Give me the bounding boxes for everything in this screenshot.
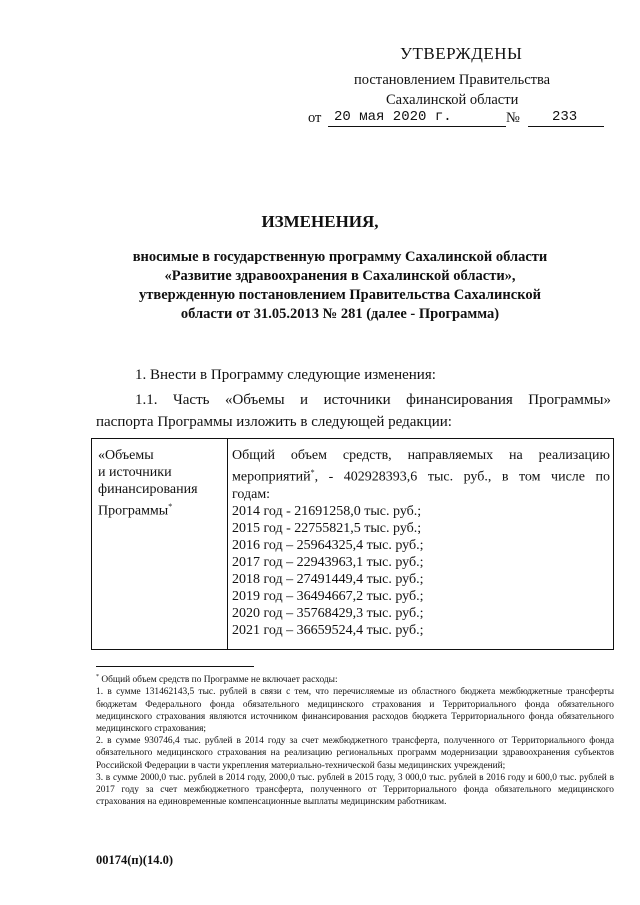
document-title: ИЗМЕНЕНИЯ,: [261, 212, 379, 231]
footnote-mark: *: [310, 468, 315, 477]
year-row: 2015 год - 22755821,5 тыс. руб.;: [232, 520, 422, 536]
left-cell-line: финансирования: [98, 482, 198, 497]
footnotes: [96, 671, 614, 808]
subtitle-line: вносимые в государственную программу Сахалинской области: [132, 249, 548, 265]
footnote-intro: [96, 671, 614, 686]
date-value: 20 мая 2020 г.: [334, 109, 452, 125]
year-row: 2014 год - 21691258,0 тыс. руб.;: [232, 503, 422, 519]
subtitle-line: области от 31.05.2013 № 281 (далее - Программа): [180, 306, 500, 322]
number-sign: №: [506, 110, 520, 126]
resolution-line: постановлением Правительства: [354, 72, 551, 88]
table-divider: [227, 439, 228, 649]
table-right-cell: [232, 447, 610, 639]
footnote-mark: *: [168, 502, 173, 511]
funding-table: [91, 438, 614, 650]
year-row: 2020 год – 35768429,3 тыс. руб.;: [232, 605, 424, 621]
year-row: 2021 год – 36659524,4 тыс. руб.;: [232, 622, 424, 638]
subtitle-line: «Развитие здравоохранения в Сахалинской области»,: [164, 268, 516, 284]
year-row: 2017 год – 22943963,1 тыс. руб.;: [232, 554, 424, 570]
left-cell-line: Программы: [98, 503, 169, 519]
document-subtitle: [120, 248, 560, 324]
left-cell-line: «Объемы: [98, 448, 154, 463]
right-intro-line: годам:: [232, 486, 271, 502]
footnote-mark: *: [96, 674, 99, 680]
left-cell-line: и источники: [98, 465, 172, 480]
right-intro-line2: [232, 464, 610, 486]
year-row: 2018 год – 27491449,4 тыс. руб.;: [232, 571, 424, 587]
subtitle-line: утвержденную постановлением Правительства Сахалинской: [139, 287, 541, 303]
paragraph-1-1-line2: паспорта Программы изложить в следующей редакции:: [96, 414, 452, 430]
date-prefix: от: [308, 110, 322, 126]
paragraph-1: 1. Внести в Программу следующие изменения:: [135, 367, 436, 383]
year-row: 2019 год – 36494667,2 тыс. руб.;: [232, 588, 424, 604]
footnote-item: 1. в сумме 131462143,5 тыс. рублей в связи с тем, что перечисляемые из областного бюджета межбюджетные трансферты бюджетам Федерального фонда обязательного медицинского страхования и Территориального фонда обязательного медицинского страхования являются источником финансирования расходов бюджета Территориального фонда обязательного медицинского страхования;: [96, 687, 614, 734]
date-field: [328, 110, 506, 127]
resolution-date-row: [308, 110, 608, 128]
right-intro-line: Общий объем средств, направляемых на реализацию: [232, 448, 610, 463]
approved-heading: УТВЕРЖДЕНЫ: [400, 44, 523, 63]
paragraph-1-1-line1: 1.1. Часть «Объемы и источники финансирования Программы»: [135, 392, 611, 408]
region-line: Сахалинской области: [386, 92, 519, 108]
document-code: 00174(п)(14.0): [96, 853, 173, 867]
intro-text: мероприятий: [232, 469, 311, 485]
table-left-cell: [98, 447, 198, 520]
footnote-separator: [96, 666, 254, 667]
footnote-item: 3. в сумме 2000,0 тыс. рублей в 2014 году, 2000,0 тыс. рублей в 2015 году, 3 000,0 тыс. рублей в 2016 году и 600,0 тыс. рублей в 2017 году за счет межбюджетного трансферта, полученного от Территориального фонда обязательного медицинского страхования на единовременные компенсационные выплаты медицинским работникам.: [96, 772, 614, 808]
number-value: 233: [552, 109, 578, 125]
number-field: [528, 110, 604, 127]
footnote-intro-text: Общий объем средств по Программе не включает расходы:: [99, 675, 338, 686]
footnote-item: 2. в сумме 930746,4 тыс. рублей в 2014 году за счет межбюджетного трансферта, полученного от Территориального фонда обязательного медицинского страхования на реализацию региональных программ модернизации здравоохранения субъектов Российской Федерации в части укрепления материально-технической базы медицинских учреждений;: [96, 736, 614, 771]
year-row: 2016 год – 25964325,4 тыс. руб.;: [232, 537, 424, 553]
intro-text: , - 402928393,6 тыс. руб., в том числе по: [314, 469, 610, 485]
